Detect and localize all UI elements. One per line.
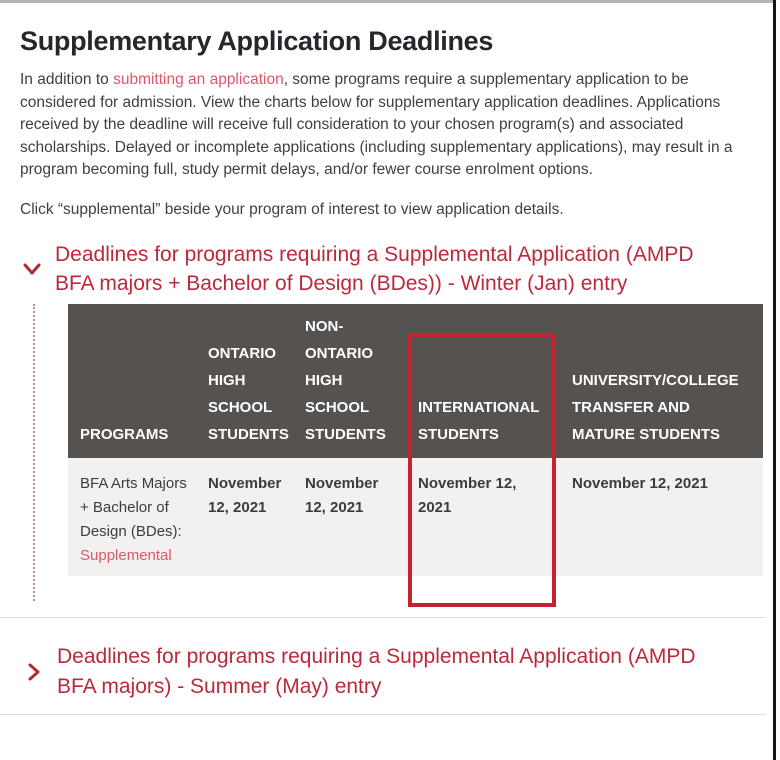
deadlines-table: [68, 304, 763, 576]
header-ontario-hs: ONTARIO HIGH SCHOOL STUDENTS: [196, 304, 293, 458]
chevron-right-icon[interactable]: [24, 662, 44, 682]
instruction-paragraph: Click “supplemental” beside your program of interest to view application details.: [20, 200, 564, 218]
date-international: November 12, 2021: [406, 458, 560, 576]
date-ontario-hs: November 12, 2021: [196, 458, 293, 576]
submitting-application-link[interactable]: submitting an application: [113, 71, 284, 88]
header-transfer-mature: UNIVERSITY/COLLEGE TRANSFER AND MATURE STUDENTS: [560, 304, 763, 458]
header-programs: PROGRAMS: [68, 304, 196, 458]
accordion-winter-entry[interactable]: [22, 240, 754, 298]
program-cell: [68, 458, 196, 576]
divider-line: [0, 617, 766, 618]
accordion-winter-panel: [33, 304, 754, 601]
date-transfer-mature: November 12, 2021: [560, 458, 763, 576]
intro-text-before: In addition to: [20, 71, 114, 88]
accordion-summer-label: Deadlines for programs requiring a Supplemental Application (AMPD BFA majors) - Summer (May) entry: [57, 645, 696, 698]
accordion-winter-label: Deadlines for programs requiring a Supplemental Application (AMPD BFA majors + Bachelor of Design (BDes)) - Winter (Jan) entry: [55, 243, 694, 295]
intro-paragraph: [20, 69, 748, 182]
date-non-ontario-hs: November 12, 2021: [293, 458, 406, 576]
table-header-row: [68, 304, 763, 458]
chevron-down-icon[interactable]: [22, 259, 42, 279]
screenshot-top-border: [0, 0, 774, 3]
intro-text-after: , some programs require a supplementary application to be considered for admission. View the charts below for supplementary application deadlines. Applications received by the deadline will receive full consideration to your chosen program(s) and associated scholarships. Delayed or incomplete applications (including supplementary applications), may result in a program becoming full, study permit delays, and/or fewer course enrolment options.: [20, 71, 733, 178]
deadlines-table-wrap: [68, 304, 763, 576]
divider-line-bottom: [0, 714, 766, 715]
program-text: BFA Arts Majors + Bachelor of Design (BDes):: [80, 475, 187, 540]
table-row: [68, 458, 763, 576]
supplemental-link[interactable]: Supplemental: [80, 547, 172, 564]
accordion-summer-entry[interactable]: [22, 632, 754, 714]
screenshot-right-border: [773, 0, 776, 760]
page-title: Supplementary Application Deadlines: [20, 26, 494, 56]
header-international: INTERNATIONAL STUDENTS: [406, 304, 560, 458]
header-non-ontario-hs: NON-ONTARIO HIGH SCHOOL STUDENTS: [293, 304, 406, 458]
